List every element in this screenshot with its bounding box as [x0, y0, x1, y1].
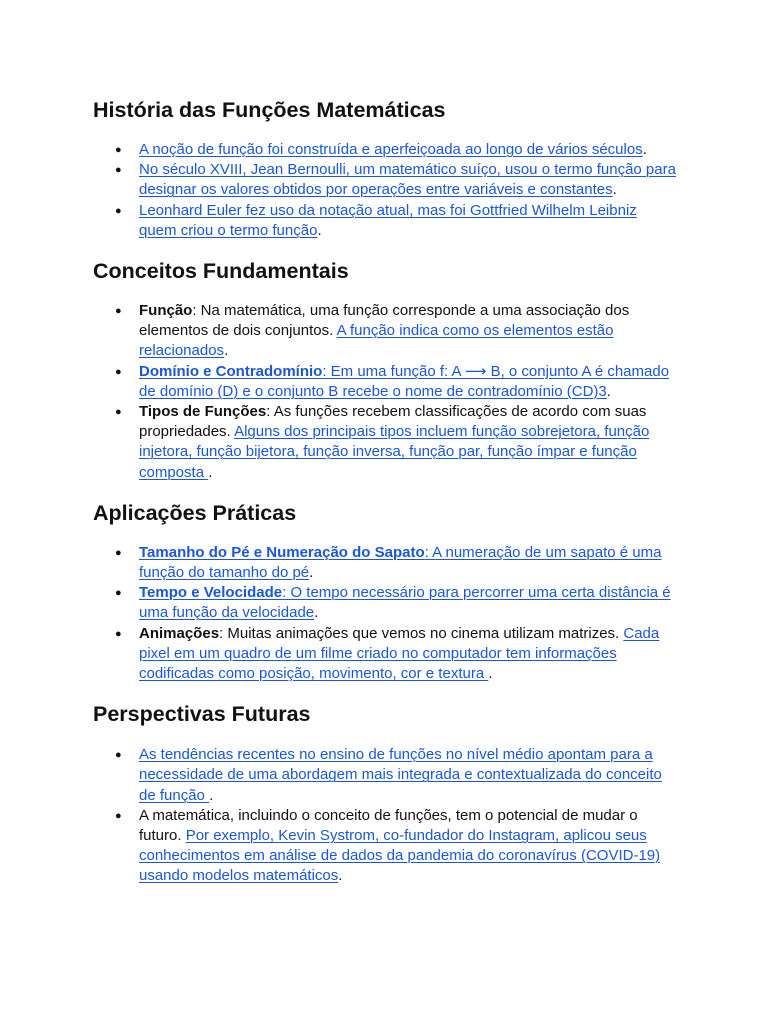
list-item [93, 160, 678, 200]
item-punct: . [309, 564, 314, 582]
item-link[interactable]: A noção de função foi construída e aperfeiçoada ao longo de vários séculos [139, 141, 643, 158]
bullet-list [93, 745, 678, 886]
item-punct: . [488, 665, 493, 683]
item-punct: . [317, 221, 322, 239]
item-link-text: : Em uma função f: A ⟶ B, o conjunto A é chamado de domínio (D) e o conjunto B recebe o nome de contradomínio (CD)3 [139, 362, 670, 400]
section-title: Perspectivas Futuras [93, 702, 311, 727]
list-item [93, 362, 678, 402]
list-item [93, 201, 678, 241]
item-term: Tempo e Velocidade [139, 584, 283, 602]
section-historia [93, 95, 678, 241]
bullet-list [93, 140, 678, 241]
item-punct: . [224, 342, 229, 360]
item-link[interactable]: Leonhard Euler fez uso da notação atual, mas foi Gottfried Wilhelm Leibniz quem criou o termo função [139, 201, 637, 239]
item-term: Animações [139, 624, 220, 642]
list-item [93, 583, 678, 623]
item-link[interactable]: Alguns dos principais tipos incluem função sobrejetora, função injetora, função bijetora, função inversa, função par, função ímpar e função composta [139, 423, 650, 481]
item-punct: . [208, 463, 213, 481]
item-term: Função [139, 302, 193, 320]
item-punct: . [642, 141, 647, 158]
item-link-text: : A numeração de um sapato é uma função do tamanho do pé [139, 543, 662, 582]
item-text: : As funções recebem classificações de acordo com suas propriedades. [139, 403, 647, 441]
list-item [93, 402, 678, 483]
item-link[interactable] [139, 363, 669, 400]
list-item [93, 140, 678, 160]
item-link[interactable] [139, 544, 661, 581]
item-text: A matemática, incluindo o conceito de funções, tem o potencial de mudar o futuro. [139, 806, 638, 845]
item-term: Domínio e Contradomínio [139, 362, 323, 380]
item-link-text: : O tempo necessário para percorrer uma certa distância é uma função da velocidade [139, 584, 671, 622]
list-item [93, 806, 678, 887]
bullet-list [93, 543, 678, 684]
section-title: Aplicações Práticas [93, 500, 297, 525]
item-link[interactable]: Por exemplo, Kevin Systrom, co-fundador do Instagram, aplicou seus conhecimentos em análise de dados da pandemia do coronavírus (COVID-19) usando modelos matemáticos [139, 827, 661, 885]
section-aplicacoes [93, 498, 678, 684]
list-item [93, 745, 678, 806]
list-item [93, 543, 678, 583]
item-link[interactable]: No século XVIII, Jean Bernoulli, um matemático suíço, usou o termo função para designar os valores obtidos por operações entre variáveis e constantes [139, 161, 676, 199]
item-term: Tamanho do Pé e Numeração do Sapato [139, 543, 425, 561]
section-conceitos [93, 256, 678, 483]
item-punct: . [209, 786, 214, 804]
item-link[interactable]: A função indica como os elementos estão relacionados [139, 322, 614, 360]
item-link[interactable]: Cada pixel em um quadro de um filme criado no computador tem informações codificadas como posição, movimento, cor e textura [139, 624, 660, 683]
list-item [93, 301, 678, 362]
item-text: : Muitas animações que vemos no cinema utilizam matrizes. [219, 624, 624, 642]
item-punct: . [338, 867, 343, 885]
section-title: Conceitos Fundamentais [93, 259, 349, 284]
list-item [93, 624, 678, 685]
item-punct: . [606, 382, 611, 400]
bullet-list [93, 301, 678, 483]
item-link[interactable] [139, 584, 671, 621]
item-punct: . [314, 604, 319, 622]
item-term: Tipos de Funções [139, 403, 267, 421]
item-link[interactable]: As tendências recentes no ensino de funções no nível médio apontam para a necessidade de uma abordagem mais integrada e contextualizada do conceito de função [139, 746, 662, 804]
item-punct: . [612, 181, 617, 199]
section-title: História das Funções Matemáticas [93, 98, 446, 122]
item-text: : Na matemática, uma função corresponde a uma associação dos elementos de dois conjuntos. [139, 302, 630, 340]
section-perspectivas [93, 699, 678, 886]
